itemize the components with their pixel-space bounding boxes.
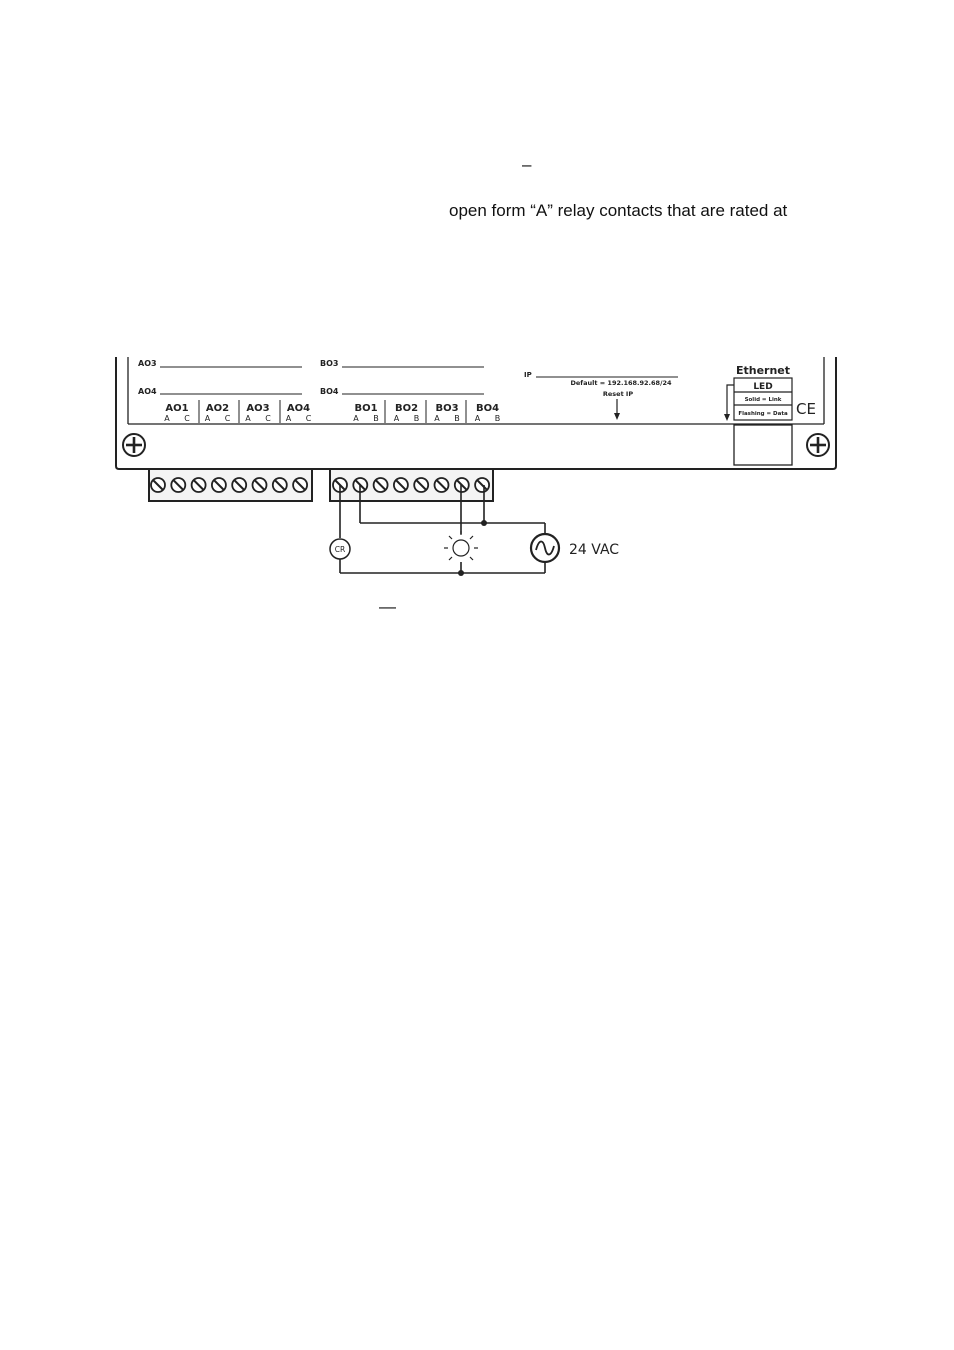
bo1-pin-a-label: A bbox=[353, 414, 359, 423]
terminal-screw-icon[interactable] bbox=[293, 478, 307, 492]
ao2-pin-c-label: C bbox=[224, 414, 231, 423]
terminal-screw-icon[interactable] bbox=[394, 478, 408, 492]
bo3-pin-a-label: A bbox=[434, 414, 440, 423]
reset-ip-text: Reset IP bbox=[602, 390, 634, 398]
ao3-write-label: AO3 bbox=[138, 359, 157, 368]
ao3-terminal-label: AO3 bbox=[246, 403, 270, 414]
mounting-screw-right-icon bbox=[807, 434, 829, 456]
terminal-screw-icon[interactable] bbox=[435, 478, 449, 492]
led-pointer-arrow-icon bbox=[724, 385, 734, 421]
supply-voltage-label: 24 VAC bbox=[569, 542, 620, 558]
bo1-terminal-label: BO1 bbox=[354, 403, 378, 414]
led-label: LED bbox=[753, 382, 773, 392]
mounting-screw-left-icon bbox=[123, 434, 145, 456]
ethernet-port[interactable] bbox=[734, 425, 792, 465]
terminal-screw-icon[interactable] bbox=[253, 478, 267, 492]
bo4-pin-a-label: A bbox=[474, 414, 481, 423]
bo3-write-label: BO3 bbox=[320, 359, 339, 368]
ce-mark: CE bbox=[796, 400, 816, 418]
ethernet-title: Ethernet bbox=[735, 364, 791, 377]
ao4-pin-c-label: C bbox=[305, 414, 312, 423]
ip-label: IP bbox=[524, 371, 532, 379]
bo4-write-label: BO4 bbox=[320, 387, 339, 396]
lamp-icon bbox=[444, 531, 478, 560]
led-solid-text: Solid = Link bbox=[744, 397, 782, 403]
bo2-pin-a-label: A bbox=[393, 414, 400, 423]
ao1-pin-a-label: A bbox=[164, 414, 170, 423]
terminal-group-dividers bbox=[199, 400, 466, 423]
ao1-pin-c-label: C bbox=[184, 414, 190, 423]
bo-terminal-labels bbox=[353, 403, 500, 423]
ao2-pin-a-label: A bbox=[204, 414, 211, 423]
dash-top: – bbox=[522, 155, 532, 174]
ao4-write-label: AO4 bbox=[138, 387, 157, 396]
bo2-pin-b-label: B bbox=[413, 414, 420, 423]
ao1-terminal-label: AO1 bbox=[165, 403, 189, 414]
led-flashing-text: Flashing = Data bbox=[738, 411, 788, 417]
relay-coil-label: CR bbox=[334, 545, 346, 554]
bo2-terminal-label: BO2 bbox=[394, 403, 419, 414]
bo4-terminal-label: BO4 bbox=[475, 403, 500, 414]
terminal-screw-icon[interactable] bbox=[232, 478, 246, 492]
ao2-terminal-label: AO2 bbox=[205, 403, 230, 414]
ac-source-icon bbox=[531, 534, 559, 562]
ao4-pin-a-label: A bbox=[285, 414, 292, 423]
dash-bottom: — bbox=[379, 597, 396, 616]
terminal-screw-icon[interactable] bbox=[273, 478, 287, 492]
terminal-screw-icon[interactable] bbox=[192, 478, 206, 492]
bo1-pin-b-label: B bbox=[373, 414, 379, 423]
ao3-pin-c-label: C bbox=[265, 414, 271, 423]
bo4-pin-b-label: B bbox=[494, 414, 501, 423]
terminal-screw-icon[interactable] bbox=[475, 478, 489, 492]
default-ip-text: Default = 192.168.92.68/24 bbox=[570, 379, 672, 387]
terminal-screw-icon[interactable] bbox=[212, 478, 226, 492]
terminal-screw-icon[interactable] bbox=[151, 478, 165, 492]
relay-rating-sentence: open form “A” relay contacts that are rated at bbox=[449, 201, 788, 220]
terminal-screw-icon[interactable] bbox=[171, 478, 185, 492]
ao3-pin-a-label: A bbox=[245, 414, 251, 423]
bo3-terminal-label: BO3 bbox=[435, 403, 459, 414]
terminal-screw-icon[interactable] bbox=[414, 478, 428, 492]
terminal-screw-icon[interactable] bbox=[374, 478, 388, 492]
reset-ip-arrow-icon bbox=[614, 399, 620, 420]
bo3-pin-b-label: B bbox=[454, 414, 460, 423]
ao4-terminal-label: AO4 bbox=[286, 403, 311, 414]
ao-terminal-labels bbox=[164, 403, 311, 423]
